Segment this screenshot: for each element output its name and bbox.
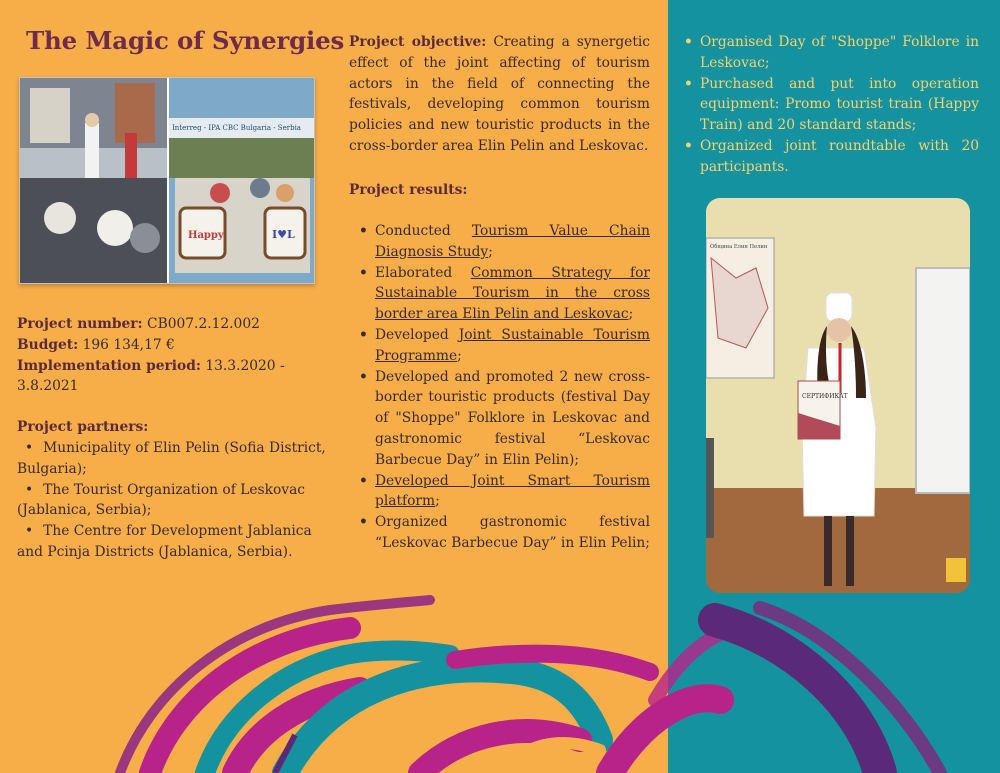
iol-sign-text: I♥L [272, 228, 295, 241]
project-objective: Project objective: Creating a synergetic effect of the joint affecting of tourism actors in the field of connecting the festivals, developing common tourism policies and new touristic products in the cross-border area Elin Pelin and Leskovac. [349, 34, 651, 154]
chef-certificate-photo [706, 198, 970, 593]
happy-sign-text: Happy [188, 230, 224, 241]
list-item: • Developed Joint Smart Tourism platform; [349, 471, 650, 513]
right-results-list [674, 32, 979, 178]
results-link[interactable]: Joint Sustainable Tourism Programme [375, 326, 650, 364]
certificate-text: СЕРТИФИКАТ [802, 393, 848, 400]
page-title: The Magic of Synergies [26, 26, 345, 55]
list-item: • Organised Day of "Shoppe" Folklore in Leskovac; [674, 32, 979, 74]
results-heading: Project results: [349, 182, 468, 198]
results-link[interactable]: Developed Joint Smart Tourism platform [375, 472, 650, 510]
project-info [17, 314, 337, 397]
partners-list [17, 438, 337, 563]
partners-heading: Project partners: [17, 419, 149, 435]
festival-photo [19, 77, 315, 284]
implementation-period: Implementation period: 13.3.2020 - 3.8.2021 [17, 357, 285, 395]
results-link[interactable]: Tourism Value Chain Diagnosis Study [375, 223, 650, 260]
list-item: • Developed and promoted 2 new cross-border touristic products (festival Day of "Shoppe" Folklore in Leskovac and gastronomic festival “Leskovac Barbecue Day” in Elin Pelin); [349, 367, 650, 471]
list-item: • The Centre for Development Jablanica and Pcinja Districts (Jablanica, Serbia). [17, 523, 312, 560]
list-item: • Municipality of Elin Pelin (Sofia District, Bulgaria); [17, 440, 326, 477]
list-item: • Organized gastronomic festival “Leskovac Barbecue Day” in Elin Pelin; [349, 512, 650, 554]
project-number: Project number: CB007.2.12.002 [17, 316, 260, 332]
list-item: • The Tourist Organization of Leskovac (Jablanica, Serbia); [17, 481, 306, 519]
list-item: • Purchased and put into operation equipment: Promo tourist train (Happy Train) and 20 standard stands; [674, 74, 979, 136]
results-list [349, 221, 650, 554]
list-item: • Organized joint roundtable with 20 participants. [674, 136, 979, 178]
list-item: • Elaborated Common Strategy for Sustainable Tourism in the cross border area Elin Pelin and Leskovac; [349, 263, 650, 325]
list-item: • Conducted Tourism Value Chain Diagnosis Study; [349, 221, 650, 263]
list-item: • Developed Joint Sustainable Tourism Programme; [349, 325, 650, 367]
results-link[interactable]: Common Strategy for Sustainable Tourism in the cross border area Elin Pelin and Leskovac [375, 264, 650, 323]
map-title-text: Община Елин Пелин [710, 244, 768, 250]
project-budget: Budget: 196 134,17 € [17, 336, 175, 353]
banner-text: Interreg - IPA CBC Bulgaria - Serbia [172, 124, 301, 132]
